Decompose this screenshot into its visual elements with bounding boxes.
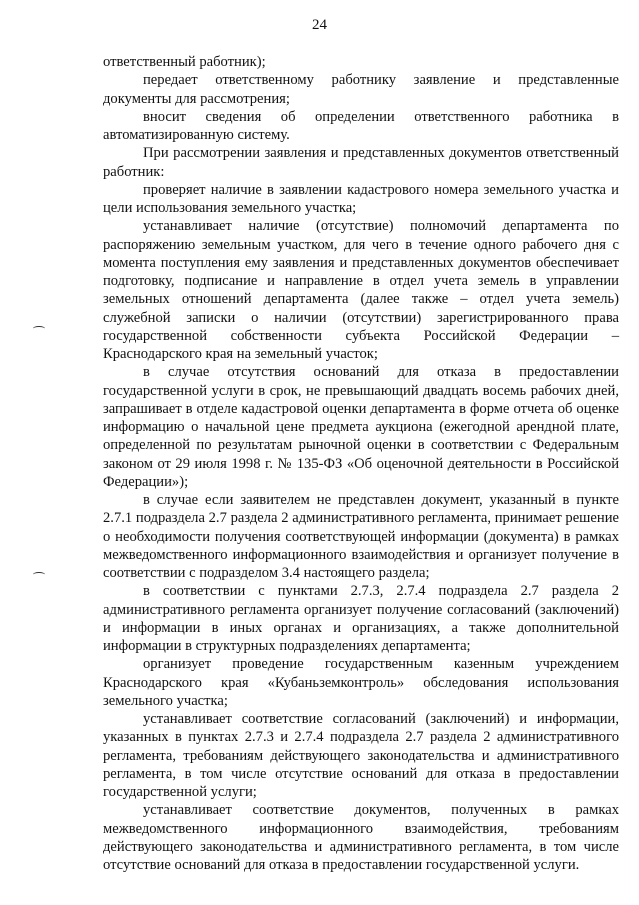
margin-punch-mark-top (33, 326, 45, 331)
paragraph-missing-document: в случае если заявителем не представлен документ, указанный в пункте 2.7.1 подраздела 2.7 раздела 2 административного регламента, принимает решение о необходимости получения соответствующей информации (документа) в рамках межведомственного информационного взаимодействия и организует получение в соответствии с подразделом 3.4 настоящего раздела; (103, 492, 619, 581)
paragraph-enter-info: вносит сведения об определении ответственного работника в автоматизированную систему. (103, 108, 619, 143)
paragraph-establish-compliance-documents: устанавливает соответствие документов, полученных в рамках межведомственного информационного взаимодействия, требованиям действующего законодательства и административного регламента, в том числе отсутствие оснований для отказа в предоставлении государственной услуги. (103, 802, 619, 873)
paragraph-obtain-approvals: в соответствии с пунктами 2.7.3, 2.7.4 подраздела 2.7 раздела 2 административного регламента организует получение согласований (заключений) и информации в иных органах и организациях, а также дополнительной информации в структурных подразделениях департамента; (103, 583, 619, 654)
paragraph-review-intro: При рассмотрении заявления и представленных документов ответственный работник: (103, 145, 619, 180)
paragraph-continuation: ответственный работник); (103, 54, 266, 70)
paragraph-request-valuation: в случае отсутствия оснований для отказа в предоставлении государственной услуги в срок, не превышающий двадцать восемь рабочих дней, запрашивает в отделе кадастровой оценки департамента в форме отчета об оценке информацию о начальной цене предмета аукциона (ежегодной арендной плате, определенной по результатам рыночной оценки в соответствии с Федеральным законом от 29 июля 1998 г. № 135-ФЗ «Об оценочной деятельности в Российской Федерации»); (103, 364, 619, 490)
document-body (103, 53, 619, 874)
paragraph-establish-authority: устанавливает наличие (отсутствие) полномочий департамента по распоряжению земельным участком, для чего в течение одного рабочего дня с момента поступления ему заявления и представленных документов обеспечивает подготовку, подписание и направление в отдел учета земель в управлении земельных отношений департамента (далее также – отдел учета земель) служебной записки о наличии (отсутствии) зарегистрированного права государственной собственности субъекта Российской Федерации – Краснодарского края на земельный участок; (103, 218, 619, 362)
paragraph-organize-inspection: организует проведение государственным казенным учреждением Краснодарского края «Кубаньземконтроль» обследования использования земельного участка; (103, 656, 619, 709)
paragraph-transfer-application: передает ответственному работнику заявление и представленные документы для рассмотрения; (103, 72, 619, 107)
page-number: 24 (312, 17, 327, 33)
paragraph-establish-compliance-approvals: устанавливает соответствие согласований (заключений) и информации, указанных в пунктах 2.7.3 и 2.7.4 подраздела 2.7 раздела 2 административного регламента, требованиям действующего законодательства и административного регламента, в том числе отсутствие оснований для отказа в предоставлении государственной услуги; (103, 711, 619, 800)
margin-punch-mark-bottom (33, 572, 45, 577)
paragraph-check-cadastral: проверяет наличие в заявлении кадастрового номера земельного участка и цели использования земельного участка; (103, 181, 619, 216)
